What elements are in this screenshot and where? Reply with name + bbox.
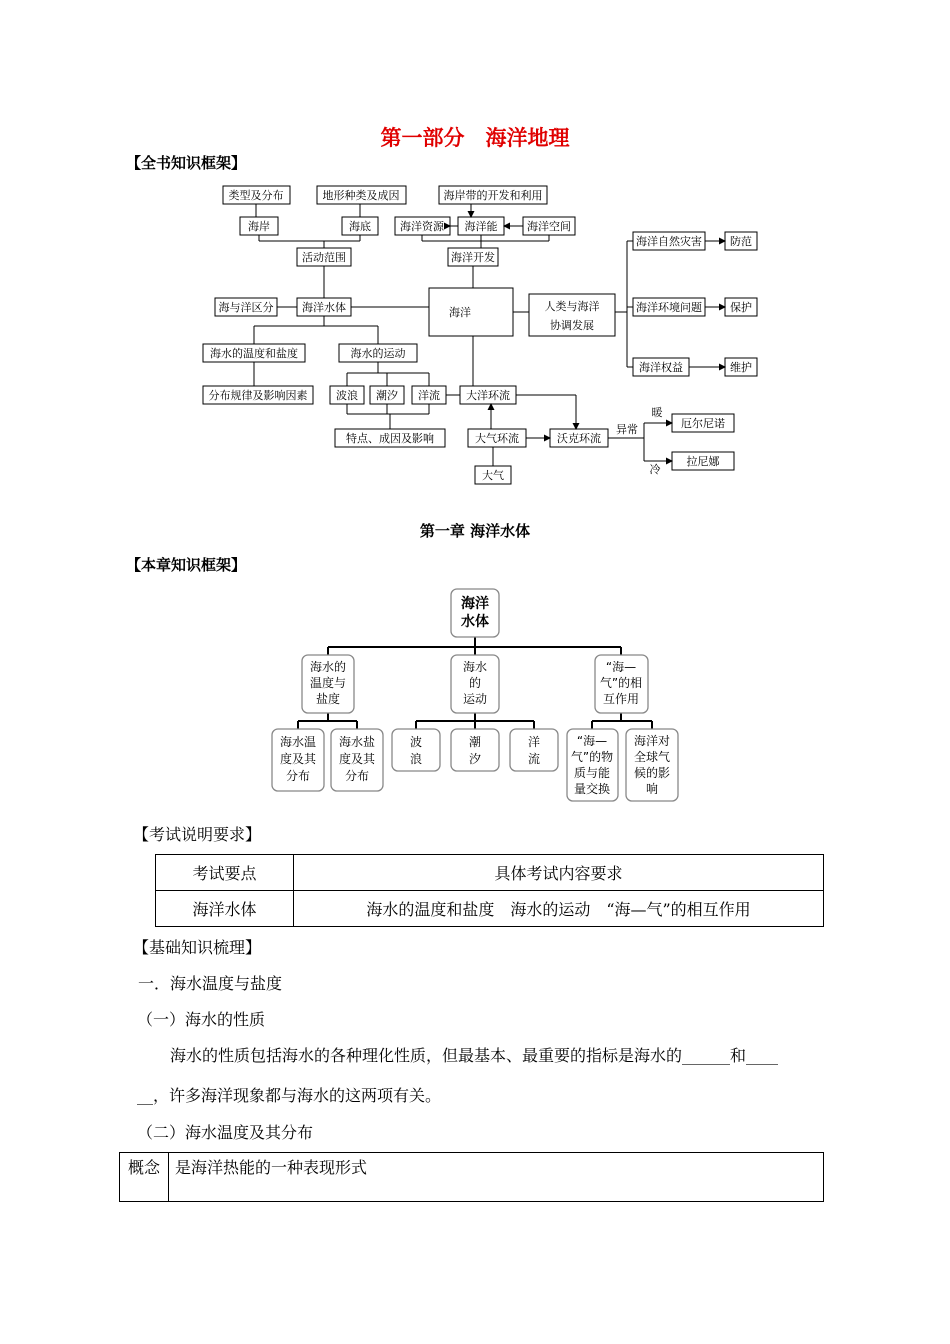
- l6-line-1: “海—: [576, 734, 608, 748]
- l6-line-4: 量交换: [573, 782, 611, 796]
- subheading-1: （一）海水的性质: [137, 1010, 266, 1029]
- label-cold: 冷: [649, 463, 661, 476]
- table-row: [156, 855, 824, 891]
- concept-content-cell: 是海洋热能的一种表现形式: [169, 1153, 824, 1202]
- label-maintenance: 维护: [730, 361, 752, 374]
- chapter-diagram: [0, 580, 950, 810]
- label-coast-types: 类型及分布: [228, 189, 284, 202]
- b1-line-2: 温度与: [309, 676, 347, 690]
- label-protection: 保护: [730, 301, 752, 314]
- label-marine-dev: 海洋开发: [451, 251, 495, 264]
- cell-requirements: 海水的温度和盐度 海水的运动 “海—气”的相互作用: [294, 891, 824, 927]
- cell-key-point: 海洋水体: [156, 891, 294, 927]
- label-marine-energy: 海洋能: [464, 220, 498, 233]
- header-cell-key-point: 考试要点: [156, 855, 294, 891]
- l3-line-1: 波: [409, 735, 423, 749]
- label-tides: 潮汐: [376, 389, 398, 402]
- l7-line-1: 海洋对: [633, 734, 671, 748]
- label-water-body: 海洋水体: [302, 301, 346, 314]
- table-row: [120, 1153, 824, 1202]
- subheading-2: （二）海水温度及其分布: [137, 1123, 314, 1142]
- l7-line-4: 响: [645, 782, 659, 796]
- label-rights: 海洋权益: [639, 361, 683, 374]
- l6-line-3: 质与能: [573, 766, 611, 780]
- exam-requirements-table: [155, 854, 824, 927]
- l1-line-3: 分布: [285, 769, 311, 783]
- document-title: 第一部分 海洋地理: [380, 126, 570, 150]
- label-el-nino: 厄尔尼诺: [681, 417, 725, 430]
- label-currents: 洋流: [418, 389, 440, 402]
- label-seafloor-landforms: 地形种类及成因: [322, 189, 400, 202]
- b2-line-3: 运动: [462, 692, 488, 706]
- l2-line-2: 度及其: [338, 752, 376, 766]
- l2-line-1: 海水盐: [338, 735, 376, 749]
- box-ocean: [429, 288, 513, 336]
- table-row: [156, 891, 824, 927]
- label-coast: 海岸: [248, 220, 270, 233]
- label-sea-ocean-diff: 海与洋区分: [218, 301, 274, 314]
- label-prevention: 防范: [730, 235, 752, 248]
- b3-line-1: “海—: [605, 660, 637, 674]
- label-human-ocean-1: 人类与海洋: [544, 300, 600, 313]
- l4-line-2: 汐: [468, 752, 482, 766]
- label-walker: 沃克环流: [557, 432, 601, 445]
- l1-line-1: 海水温: [279, 735, 317, 749]
- label-la-nina: 拉尼娜: [686, 455, 720, 468]
- label-marine-space: 海洋空间: [527, 220, 571, 233]
- heading-1: 一．海水温度与盐度: [138, 974, 283, 993]
- label-features: 特点、成因及影响: [346, 432, 434, 445]
- l5-line-1: 洋: [527, 735, 541, 749]
- label-ocean-circ: 大洋环流: [466, 389, 510, 402]
- label-waves: 波浪: [336, 389, 358, 402]
- label-water-motion: 海水的运动: [350, 347, 406, 360]
- b1-line-1: 海水的: [309, 660, 347, 674]
- label-abnormal: 异常: [616, 423, 638, 436]
- l6-line-2: 气”的物: [570, 750, 614, 764]
- paragraph-line-1: 海水的性质包括海水的各种理化性质，但最基本、最重要的指标是海水的______和____: [170, 1046, 779, 1065]
- b3-line-2: 气”的相: [599, 676, 643, 690]
- label-atmosphere: 大气: [482, 469, 504, 482]
- root-line-1: 海洋: [461, 596, 489, 612]
- root-line-2: 水体: [461, 614, 489, 630]
- b2-line-1: 海水: [462, 660, 488, 674]
- b1-line-3: 盐度: [315, 692, 341, 706]
- b3-line-3: 互作用: [602, 692, 640, 706]
- chapter-title: 第一章 海洋水体: [419, 522, 531, 540]
- label-marine-resources: 海洋资源: [400, 220, 444, 233]
- l1-line-2: 度及其: [279, 752, 317, 766]
- section-basic-heading: 【基础知识梳理】: [133, 938, 262, 957]
- label-activity-range: 活动范围: [302, 251, 346, 264]
- whole-book-diagram: [0, 0, 950, 500]
- label-natural-disaster: 海洋自然灾害: [636, 235, 702, 248]
- l5-line-2: 流: [527, 752, 541, 766]
- section-whole-book-heading: 【全书知识框架】: [126, 154, 247, 172]
- label-atmo-circ: 大气环流: [475, 432, 519, 445]
- l3-line-2: 浪: [409, 752, 423, 766]
- l7-line-3: 候的影: [633, 766, 671, 780]
- l7-line-2: 全球气: [633, 750, 671, 764]
- label-coastal-dev: 海岸带的开发和利用: [443, 189, 543, 202]
- concept-label-cell: 概念: [120, 1153, 169, 1202]
- section-chapter-heading: 【本章知识框架】: [126, 556, 247, 574]
- label-env-problem: 海洋环境问题: [636, 301, 702, 314]
- label-ocean: 海洋: [449, 306, 471, 319]
- l2-line-3: 分布: [344, 769, 370, 783]
- label-human-ocean-2: 协调发展: [550, 319, 594, 332]
- b2-line-2: 的: [468, 676, 482, 690]
- label-warm: 暖: [651, 406, 663, 419]
- paragraph-line-2: __，许多海洋现象都与海水的这两项有关。: [137, 1086, 442, 1105]
- label-temp-salinity: 海水的温度和盐度: [210, 347, 298, 360]
- label-seafloor: 海底: [349, 220, 371, 233]
- section-exam-heading: 【考试说明要求】: [133, 825, 262, 844]
- header-cell-requirements: 具体考试内容要求: [294, 855, 824, 891]
- label-distribution: 分布规律及影响因素: [208, 389, 308, 402]
- concept-table: [119, 1152, 824, 1202]
- l4-line-1: 潮: [468, 735, 482, 749]
